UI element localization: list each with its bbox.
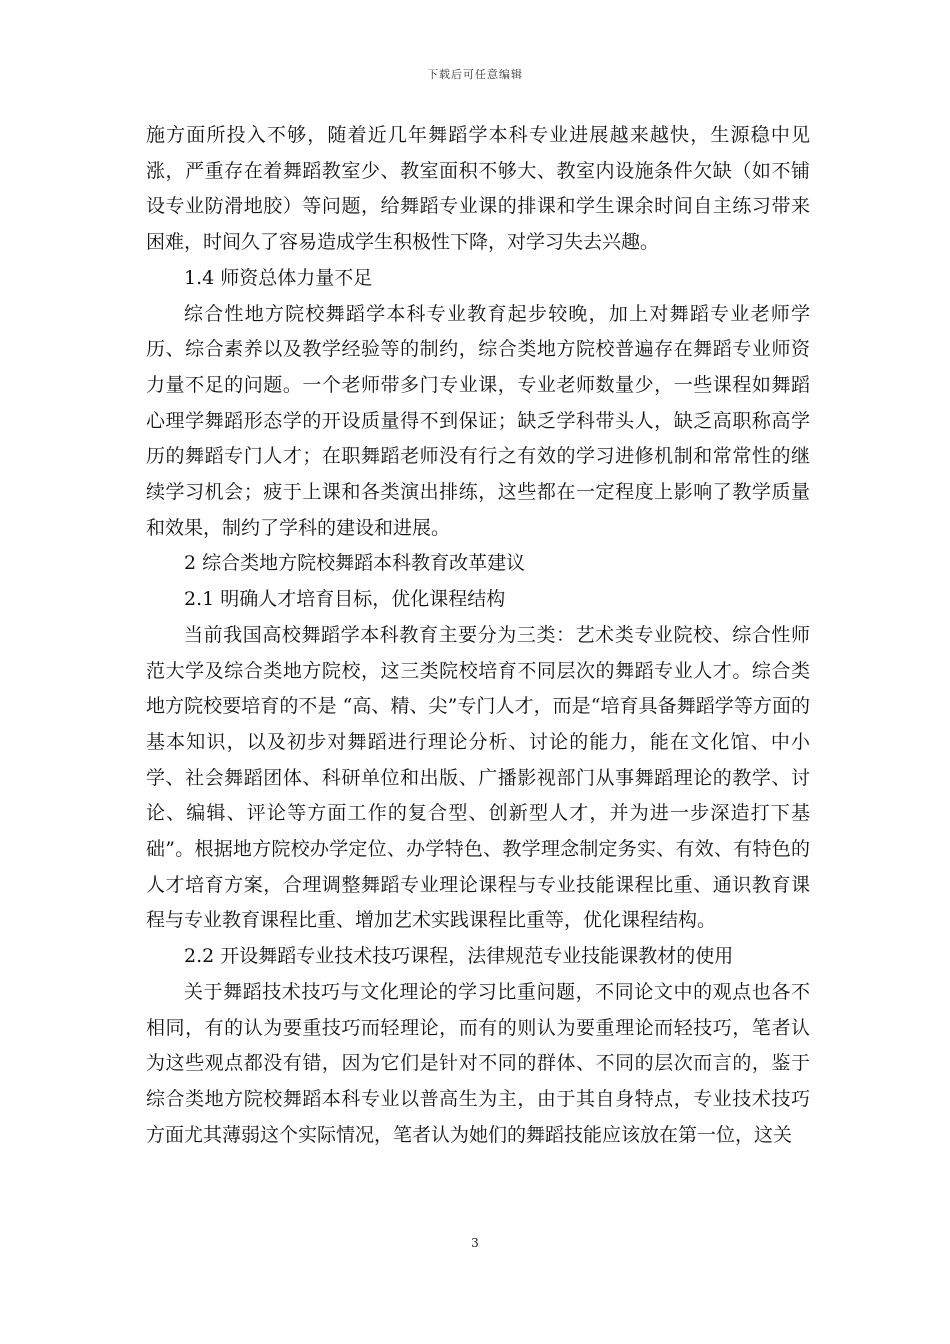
paragraph-faculty: 综合性地方院校舞蹈学本科专业教育起步较晚，加上对舞蹈专业老师学历、综合素养以及教学经验等的制约，综合类地方院校普遍存在舞蹈专业师资力量不足的问题。一个老师带多门专业课，专业老师数量少，一些课程如舞蹈心理学舞蹈形态学的开设质量得不到保证；缺乏学科带头人，缺乏高职称高学历的舞蹈专门人才；在职舞蹈老师没有行之有效的学习进修机制和常常性的继续学习机会；疲于上课和各类演出排练，这些都在一定程度上影响了教学质量和效果，制约了学科的建设和进展。 [146, 302, 810, 539]
section-heading-2: 2 综合类地方院校舞蹈本科教育改革建议 [184, 552, 526, 575]
section-heading-2-2: 2.2 开设舞蹈专业技术技巧课程，法律规范专业技能课教材的使用 [184, 945, 734, 968]
section-heading-1-4: 1.4 师资总体力量不足 [184, 266, 373, 289]
paragraph-facilities: 施方面所投入不够，随着近几年舞蹈学本科专业进展越来越快，生源稳中见涨，严重存在着舞蹈教室少、教室面积不够大、教室内设施条件欠缺（如不铺设专业防滑地胶）等问题，给舞蹈专业课的排课和学生课余时间自主练习带来困难，时间久了容易造成学生积极性下降，对学习失去兴趣。 [146, 124, 810, 254]
page-number: 3 [471, 1236, 479, 1250]
document-body [146, 118, 810, 1153]
paragraph-training-goals: 当前我国高校舞蹈学本科教育主要分为三类：艺术类专业院校、综合性师范大学及综合类地方院校，这三类院校培育不同层次的舞蹈专业人才。综合类地方院校要培育的不是 “高、精、尖”专门人才，而是“培育具备舞蹈学等方面的基本知识，以及初步对舞蹈进行理论分析、讨论的能力，能在文化馆、中小学、社会舞蹈团体、科研单位和出版、广播影视部门从事舞蹈理论的教学、讨论、编辑、评论等方面工作的复合型、创新型人才，并为进一步深造打下基础”。根据地方院校办学定位、办学特色、教学理念制定务实、有效、有特色的人才培育方案，合理调整舞蹈专业理论课程与专业技能课程比重、通识教育课程与专业教育课程比重、增加艺术实践课程比重等，优化课程结构。 [146, 623, 810, 932]
page-header: 下载后可任意编辑 [427, 68, 523, 81]
paragraph-technique-theory: 关于舞蹈技术技巧与文化理论的学习比重问题，不同论文中的观点也各不相同，有的认为要重技巧而轻理论，而有的则认为要重理论而轻技巧，笔者认为这些观点都没有错，因为它们是针对不同的群体、不同的层次而言的，鉴于综合类地方院校舞蹈本科专业以普高生为主，由于其自身特点，专业技术技巧方面尤其薄弱这个实际情况，笔者认为她们的舞蹈技能应该放在第一位，这关 [146, 980, 810, 1146]
section-heading-2-1: 2.1 明确人才培育目标，优化课程结构 [184, 588, 506, 611]
